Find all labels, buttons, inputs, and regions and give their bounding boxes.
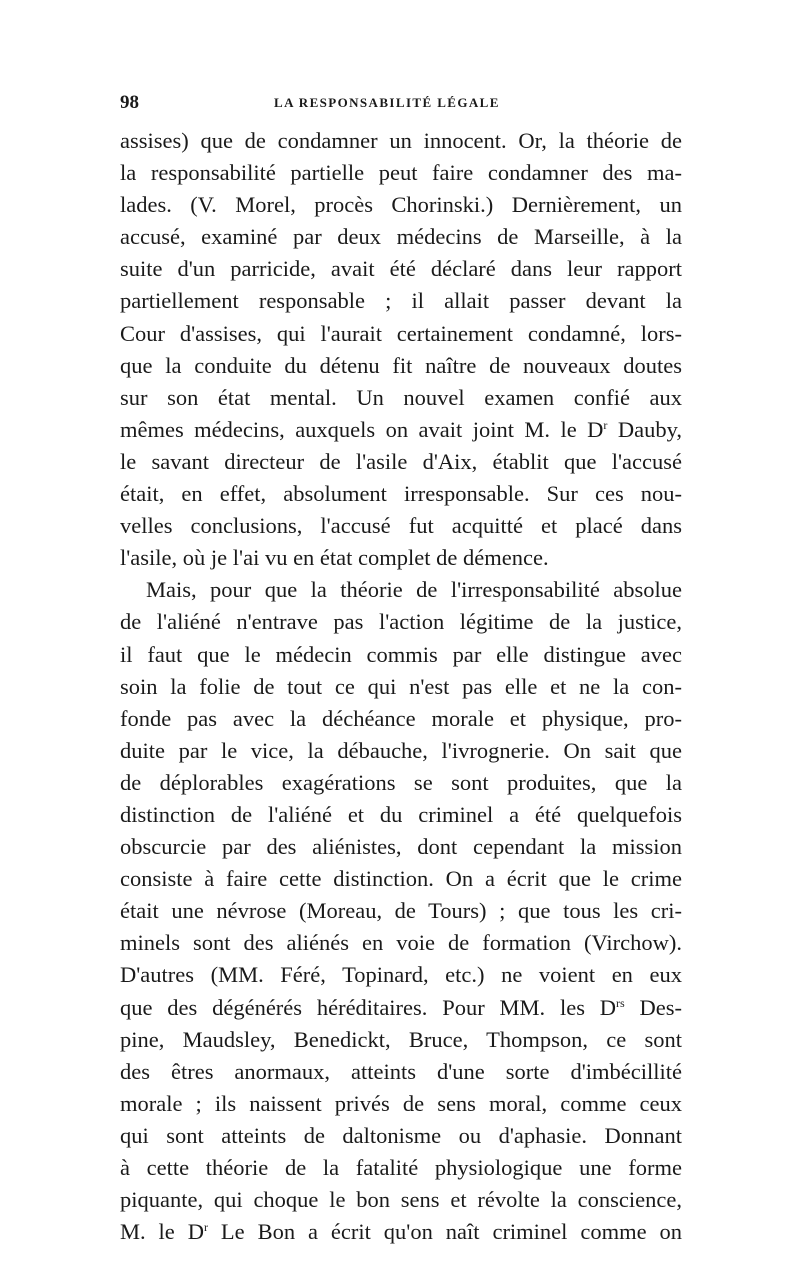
line-text: velles conclusions, l'accusé fut acquitté et placé dans: [120, 513, 682, 539]
text-line: [120, 959, 682, 991]
text-line: [120, 542, 682, 574]
line-text: piquante, qui choque le bon sens et révolte la conscience,: [120, 1187, 682, 1213]
text-line: [120, 703, 682, 735]
text-line: [120, 1152, 682, 1184]
line-text: la responsabilité partielle peut faire condamner des ma-: [120, 160, 682, 186]
text-line: [120, 1056, 682, 1088]
superscript-abbrev: r: [203, 1220, 208, 1235]
text-line: [120, 895, 682, 927]
text-line: [120, 1024, 682, 1056]
text-line: [120, 253, 682, 285]
text-line: [120, 639, 682, 671]
text-line: [120, 350, 682, 382]
line-text: il faut que le médecin commis par elle distingue avec: [120, 641, 682, 667]
superscript-abbrev: r: [603, 417, 608, 432]
running-title: LA RESPONSABILITÉ LÉGALE: [274, 95, 500, 110]
line-text: Dauby,: [607, 416, 682, 442]
line-text: à cette théorie de la fatalité physiologique une forme: [120, 1155, 682, 1180]
line-text: était une névrose (Moreau, de Tours) ; que tous les cri-: [120, 898, 682, 924]
text-line: [120, 446, 682, 478]
line-text: l'asile, où je l'ai vu en état complet de démence.: [120, 545, 549, 571]
text-line: [120, 510, 682, 542]
line-text: minels sont des aliénés en voie de formation (Virchow).: [120, 930, 682, 956]
line-text: fonde pas avec la déchéance morale et physique, pro-: [120, 705, 682, 731]
line-text: suite d'un parricide, avait été déclaré dans leur rapport: [120, 256, 682, 282]
line-text: Mais, pour que la théorie de l'irresponsabilité absolue: [146, 577, 682, 603]
line-text: Cour d'assises, qui l'aurait certainement condamné, lors-: [120, 320, 682, 346]
text-line: [120, 189, 682, 221]
text-line: [120, 1184, 682, 1216]
line-text: Le Bon a écrit qu'on naît criminel comme on: [207, 1219, 683, 1245]
line-text: consiste à faire cette distinction. On a écrit que le crime: [120, 866, 682, 892]
line-text: duite par le vice, la débauche, l'ivrognerie. On sait que: [120, 737, 682, 763]
text-line: [120, 478, 682, 510]
text-line: [120, 157, 682, 189]
line-text: soin la folie de tout ce qui n'est pas elle et ne la con-: [120, 673, 682, 699]
text-line: [120, 992, 682, 1024]
line-text: sur son état mental. Un nouvel examen confié aux: [120, 384, 682, 410]
text-line: [120, 767, 682, 799]
text-line: [120, 1088, 682, 1120]
line-text: qui sont atteints de daltonisme ou d'aphasie. Donnant: [120, 1122, 682, 1148]
line-text: mêmes médecins, auxquels on avait joint M. le D: [120, 416, 604, 442]
line-text: M. le D: [120, 1219, 204, 1245]
text-line: [120, 1120, 682, 1152]
text-line: [120, 414, 682, 446]
text-line: [120, 799, 682, 831]
line-text: assises) que de condamner un innocent. Or, la théorie de: [120, 128, 682, 153]
text-line: [120, 735, 682, 767]
line-text: le savant directeur de l'asile d'Aix, établit que l'accusé: [120, 448, 682, 474]
superscript-abbrev: rs: [616, 995, 625, 1010]
page-number: 98: [120, 92, 139, 113]
line-text: que des dégénérés héréditaires. Pour MM. les D: [120, 994, 617, 1020]
line-text: D'autres (MM. Féré, Topinard, etc.) ne voient en eux: [120, 962, 682, 988]
line-text: que la conduite du détenu fit naître de nouveaux doutes: [120, 352, 682, 378]
running-head: [120, 92, 682, 116]
line-text: partiellement responsable ; il allait passer devant la: [120, 288, 682, 314]
line-text: de déplorables exagérations se sont produites, que la: [120, 769, 682, 795]
line-text: pine, Maudsley, Benedickt, Bruce, Thompson, ce sont: [120, 1026, 682, 1052]
text-line: [120, 831, 682, 863]
line-text: accusé, examiné par deux médecins de Marseille, à la: [120, 224, 682, 250]
line-text: distinction de l'aliéné et du criminel a été quelquefois: [120, 801, 682, 827]
text-line: [120, 125, 682, 157]
body-text: [120, 125, 682, 1248]
text-line: [120, 863, 682, 895]
text-line: [120, 221, 682, 253]
line-text: Des-: [624, 994, 682, 1020]
line-text: de l'aliéné n'entrave pas l'action légitime de la justice,: [120, 609, 682, 635]
text-line: [120, 285, 682, 317]
text-line: [120, 927, 682, 959]
line-text: morale ; ils naissent privés de sens moral, comme ceux: [120, 1090, 682, 1116]
text-line: [120, 318, 682, 350]
line-text: lades. (V. Morel, procès Chorinski.) Dernièrement, un: [120, 192, 682, 218]
line-text: obscurcie par des aliénistes, dont cependant la mission: [120, 834, 682, 860]
text-line: [120, 1216, 682, 1248]
line-text: était, en effet, absolument irresponsable. Sur ces nou-: [120, 481, 682, 507]
text-line: [120, 606, 682, 638]
line-text: des êtres anormaux, atteints d'une sorte d'imbécillité: [120, 1058, 682, 1084]
text-line: [120, 574, 682, 606]
text-line: [120, 382, 682, 414]
text-line: [120, 671, 682, 703]
